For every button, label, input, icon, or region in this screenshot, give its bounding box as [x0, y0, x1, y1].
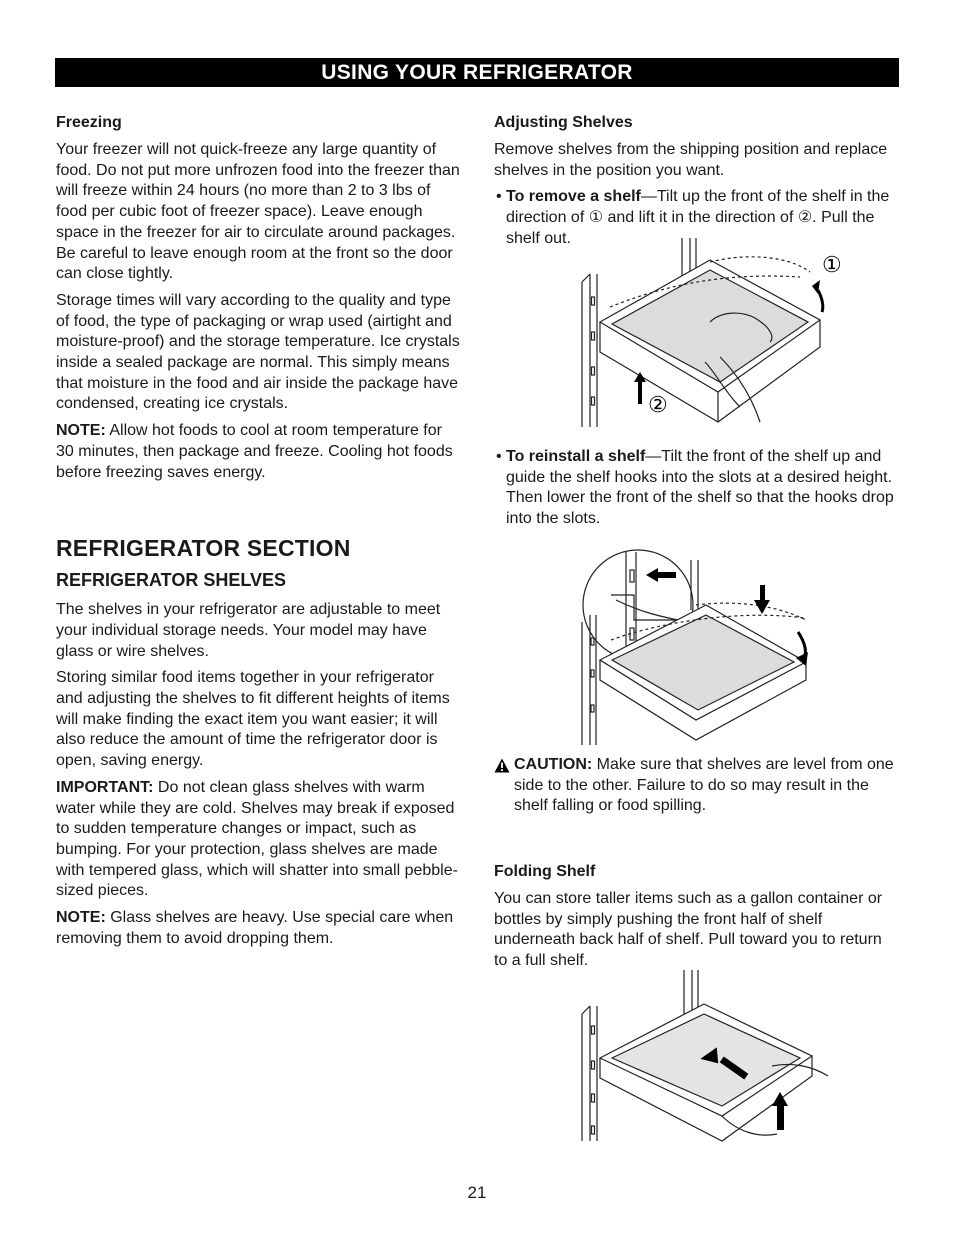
folding-block — [494, 862, 898, 978]
adjusting-heading: Adjusting Shelves — [494, 114, 633, 131]
folding-shelf-illustration — [572, 966, 842, 1146]
adjusting-block — [494, 113, 898, 250]
freezing-heading: Freezing — [56, 114, 122, 131]
reinstall-text: —Tilt the front of the shelf up and guide the shelf hooks into the slots at a desired height. Then lower the front of the shelf so that the hooks drop into the slots. — [506, 448, 894, 528]
page-header-banner: USING YOUR REFRIGERATOR — [55, 58, 899, 87]
note-text: Allow hot foods to cool at room temperature for 30 minutes, then package and freeze. Cooling hot foods before freezing saves energy. — [56, 422, 453, 481]
caution-text — [494, 755, 898, 817]
remove-text: —Tilt up the front of the shelf in the direction of ① and lift it in the direction of ②. Pull the shelf out. — [506, 188, 890, 247]
freezing-note — [56, 421, 460, 483]
reinstall-shelf-illustration — [576, 540, 826, 750]
note-label: NOTE: — [56, 909, 106, 927]
adjusting-intro: Remove shelves from the shipping position and replace shelves in the position you want. — [494, 141, 888, 179]
marker-1-label: ① — [822, 252, 842, 277]
shelves-note — [56, 908, 460, 949]
shelves-paragraph-1: The shelves in your refrigerator are adjustable to meet your individual storage needs. Your model may have glass or wire shelves. — [56, 601, 441, 660]
caution-block — [494, 755, 898, 817]
remove-shelf-illustration — [570, 232, 860, 432]
freezing-paragraph-1: Your freezer will not quick-freeze any large quantity of food. Do not put more unfrozen food into the freezer than will freeze within 24 hours (no more than 2 to 3 lbs of food per cubic foot of freezer space). Leave enough space in the freezer for air to circulate around packages. Be careful to leave enough room at the front so the door can close tightly. — [56, 141, 460, 283]
important-note — [56, 778, 460, 902]
folding-text: You can store taller items such as a gallon container or bottles by simply pushing the front half of shelf underneath back half of shelf. Pull toward you to return to a full shelf. — [494, 890, 883, 970]
reinstall-label: To reinstall a shelf — [506, 448, 646, 465]
folding-heading: Folding Shelf — [494, 863, 596, 880]
reinstall-shelf-step — [494, 447, 898, 530]
marker-2-label: ② — [648, 392, 668, 417]
caution-label: CAUTION: — [514, 756, 593, 773]
left-column — [56, 113, 460, 956]
section-title: REFRIGERATOR SECTION — [56, 535, 351, 562]
warning-triangle-icon — [494, 758, 510, 773]
note-text: Glass shelves are heavy. Use special care when removing them to avoid dropping them. — [56, 909, 454, 947]
bullet: • — [496, 448, 502, 465]
shelves-paragraph-2: Storing similar food items together in your refrigerator and adjusting the shelves to fit different heights of items will make finding the exact item you want easier; it will also reduce the amount of time the refrigerator door is open, saving energy. — [56, 669, 450, 770]
bullet: • — [496, 188, 502, 206]
important-label: IMPORTANT: — [56, 778, 154, 796]
caution-body: Make sure that shelves are level from one side to the other. Failure to do so may result in the shelf falling or food spilling. — [514, 756, 894, 815]
note-label: NOTE: — [56, 422, 106, 440]
section-subtitle: REFRIGERATOR SHELVES — [56, 570, 287, 591]
freezing-paragraph-2: Storage times will vary according to the quality and type of food, the type of packaging or wrap used (airtight and moisture-proof) and the storage temperature. Ice crystals inside a sealed package are normal. This simply means that moisture in the food and air inside the package have condensed, creating ice crystals. — [56, 291, 460, 413]
important-text: Do not clean glass shelves with warm water while they are cold. Shelves may break if exposed to sudden temperature changes or impact, such as bumping. For your protection, glass shelves are made with tempered glass, which will shatter into small pebble-sized pieces. — [56, 778, 458, 900]
reinstall-block — [494, 447, 898, 530]
remove-label: To remove a shelf — [506, 188, 641, 206]
page-number: 21 — [467, 1183, 487, 1202]
